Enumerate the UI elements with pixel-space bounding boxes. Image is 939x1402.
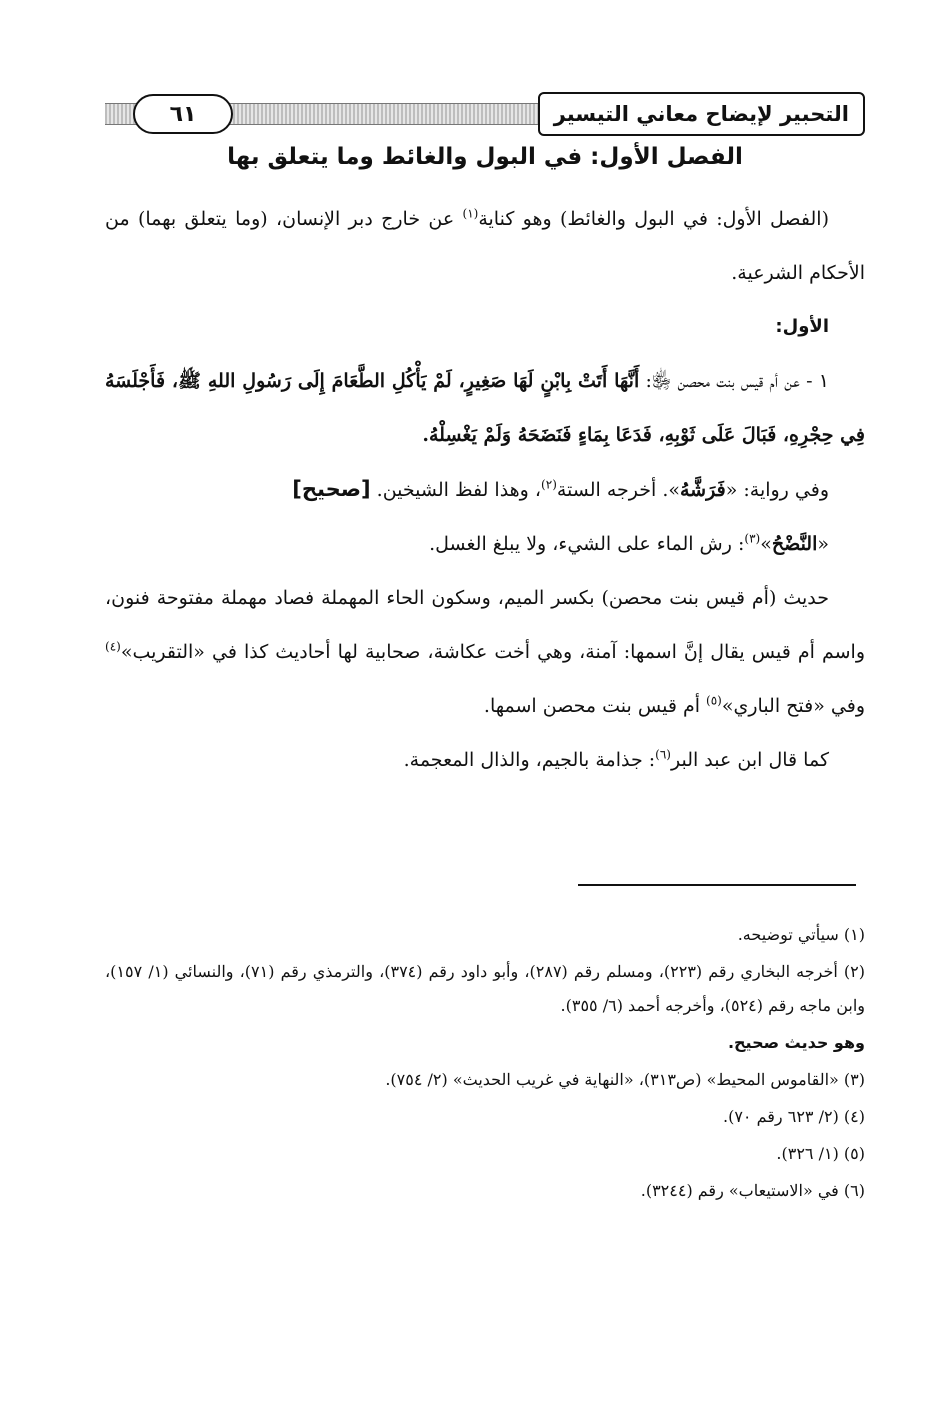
footnote-separator (578, 884, 856, 886)
footnote-4: (٤) (٢/ ٦٢٣ رقم ٧٠). (723, 1107, 865, 1126)
footnote-ref-2: (٢) (541, 477, 557, 492)
commentary-text: حديث (أم قيس بنت محصن) بكسر الميم، وسكون الحاء المهملة فصاد مهملة مفتوحة فنون، واسم أم قيس يقال إنَّ اسمها: آمنة، وهي أخت عكاشة، صحابية لها أحاديث كذا في «التقريب» (105, 587, 865, 663)
commentary-paragraph (105, 571, 865, 733)
riwaya-text-a: وفي رواية: « (725, 479, 829, 501)
footnotes (105, 918, 865, 1211)
hadith-text: أَنَّهَا أَتَتْ بِابْنٍ لَهَا صَغِيرٍ، لَمْ يَأْكُلِ الطَّعَامَ إِلَى رَسُولِ اللهِ ﷺ، فَأَجْلَسَهُ فِي حِجْرِهِ، فَبَالَ عَلَى ثَوْبِهِ، فَدَعَا بِمَاءٍ فَنَضَحَهُ وَلَمْ يَغْسِلْهُ. (105, 370, 865, 446)
footnote-1: (١) سيأتي توضيحه. (737, 925, 865, 944)
hadith-paragraph (105, 354, 865, 462)
last-paragraph (105, 733, 865, 787)
gloss-close: » (760, 533, 772, 555)
last-text-a: كما قال ابن عبد البر (670, 749, 829, 771)
riwaya-word: فَرَشَّهُ (680, 479, 726, 501)
footnote-2: (٢) أخرجه البخاري رقم (٢٢٣)، ومسلم رقم (٢٨٧)، وأبو داود رقم (٣٧٤)، والترمذي رقم (٧١)، والنسائي (١/ ١٥٧)، وابن ماجه رقم (٥٢٤)، وأخرجه أحمد (٦/ ٣٥٥). (105, 962, 866, 1015)
page-number: ٦١ (133, 94, 233, 134)
intro-paragraph (105, 192, 865, 300)
footnote-ref-4: (٤) (105, 639, 121, 654)
footnote-ref-3: (٣) (744, 531, 761, 546)
main-text (105, 192, 865, 787)
riwaya-text-c: ، وهذا لفظ الشيخين. (370, 479, 542, 501)
first-label: الأول: (775, 316, 829, 337)
footnote-5: (٥) (١/ ٣٢٦). (776, 1144, 865, 1163)
footnote-6: (٦) في «الاستيعاب» رقم (٣٢٤٤). (640, 1181, 865, 1200)
grade-label: [صحيح] (292, 477, 371, 501)
footnote-ref-6: (٦) (655, 747, 671, 762)
intro-text: (الفصل الأول: في البول والغائط) وهو كناية (478, 208, 829, 230)
riwaya-text-b: ». أخرجه الستة (556, 479, 680, 501)
gloss-word: النَّضْحُ (771, 533, 818, 555)
last-text-b: : جذامة بالجيم، والذال المعجمة. (403, 749, 656, 771)
hadith-intro: ١ - عن أم قيس بنت محصن ﵂: (639, 370, 830, 392)
commentary-end: أم قيس بنت محصن اسمها. (483, 695, 707, 717)
footnote-2-grade: وهو حديث صحيح. (727, 1033, 865, 1052)
footnote-ref-5: (٥) (706, 693, 722, 708)
running-header (105, 92, 865, 136)
footnote-3: (٣) «القاموس المحيط» (ص٣١٣)، «النهاية في غريب الحديث» (٢/ ٧٥٤). (385, 1070, 865, 1089)
intro-text-rest: عن خارج دبر الإنسان، (وما يتعلق بهما) من الأحكام الشرعية. (105, 208, 865, 284)
commentary-mid: وفي «فتح الباري» (721, 695, 865, 717)
riwaya-paragraph (105, 462, 865, 517)
gloss-open: « (817, 533, 829, 555)
book-title: التحبير لإيضاح معاني التيسير (538, 92, 865, 136)
gloss-text: : رش الماء على الشيء، ولا يبلغ الغسل. (429, 533, 745, 555)
chapter-title: الفصل الأول: في البول والغائط وما يتعلق بها (227, 144, 743, 170)
gloss-paragraph (105, 517, 865, 571)
footnote-ref-1: (١) (462, 206, 479, 221)
